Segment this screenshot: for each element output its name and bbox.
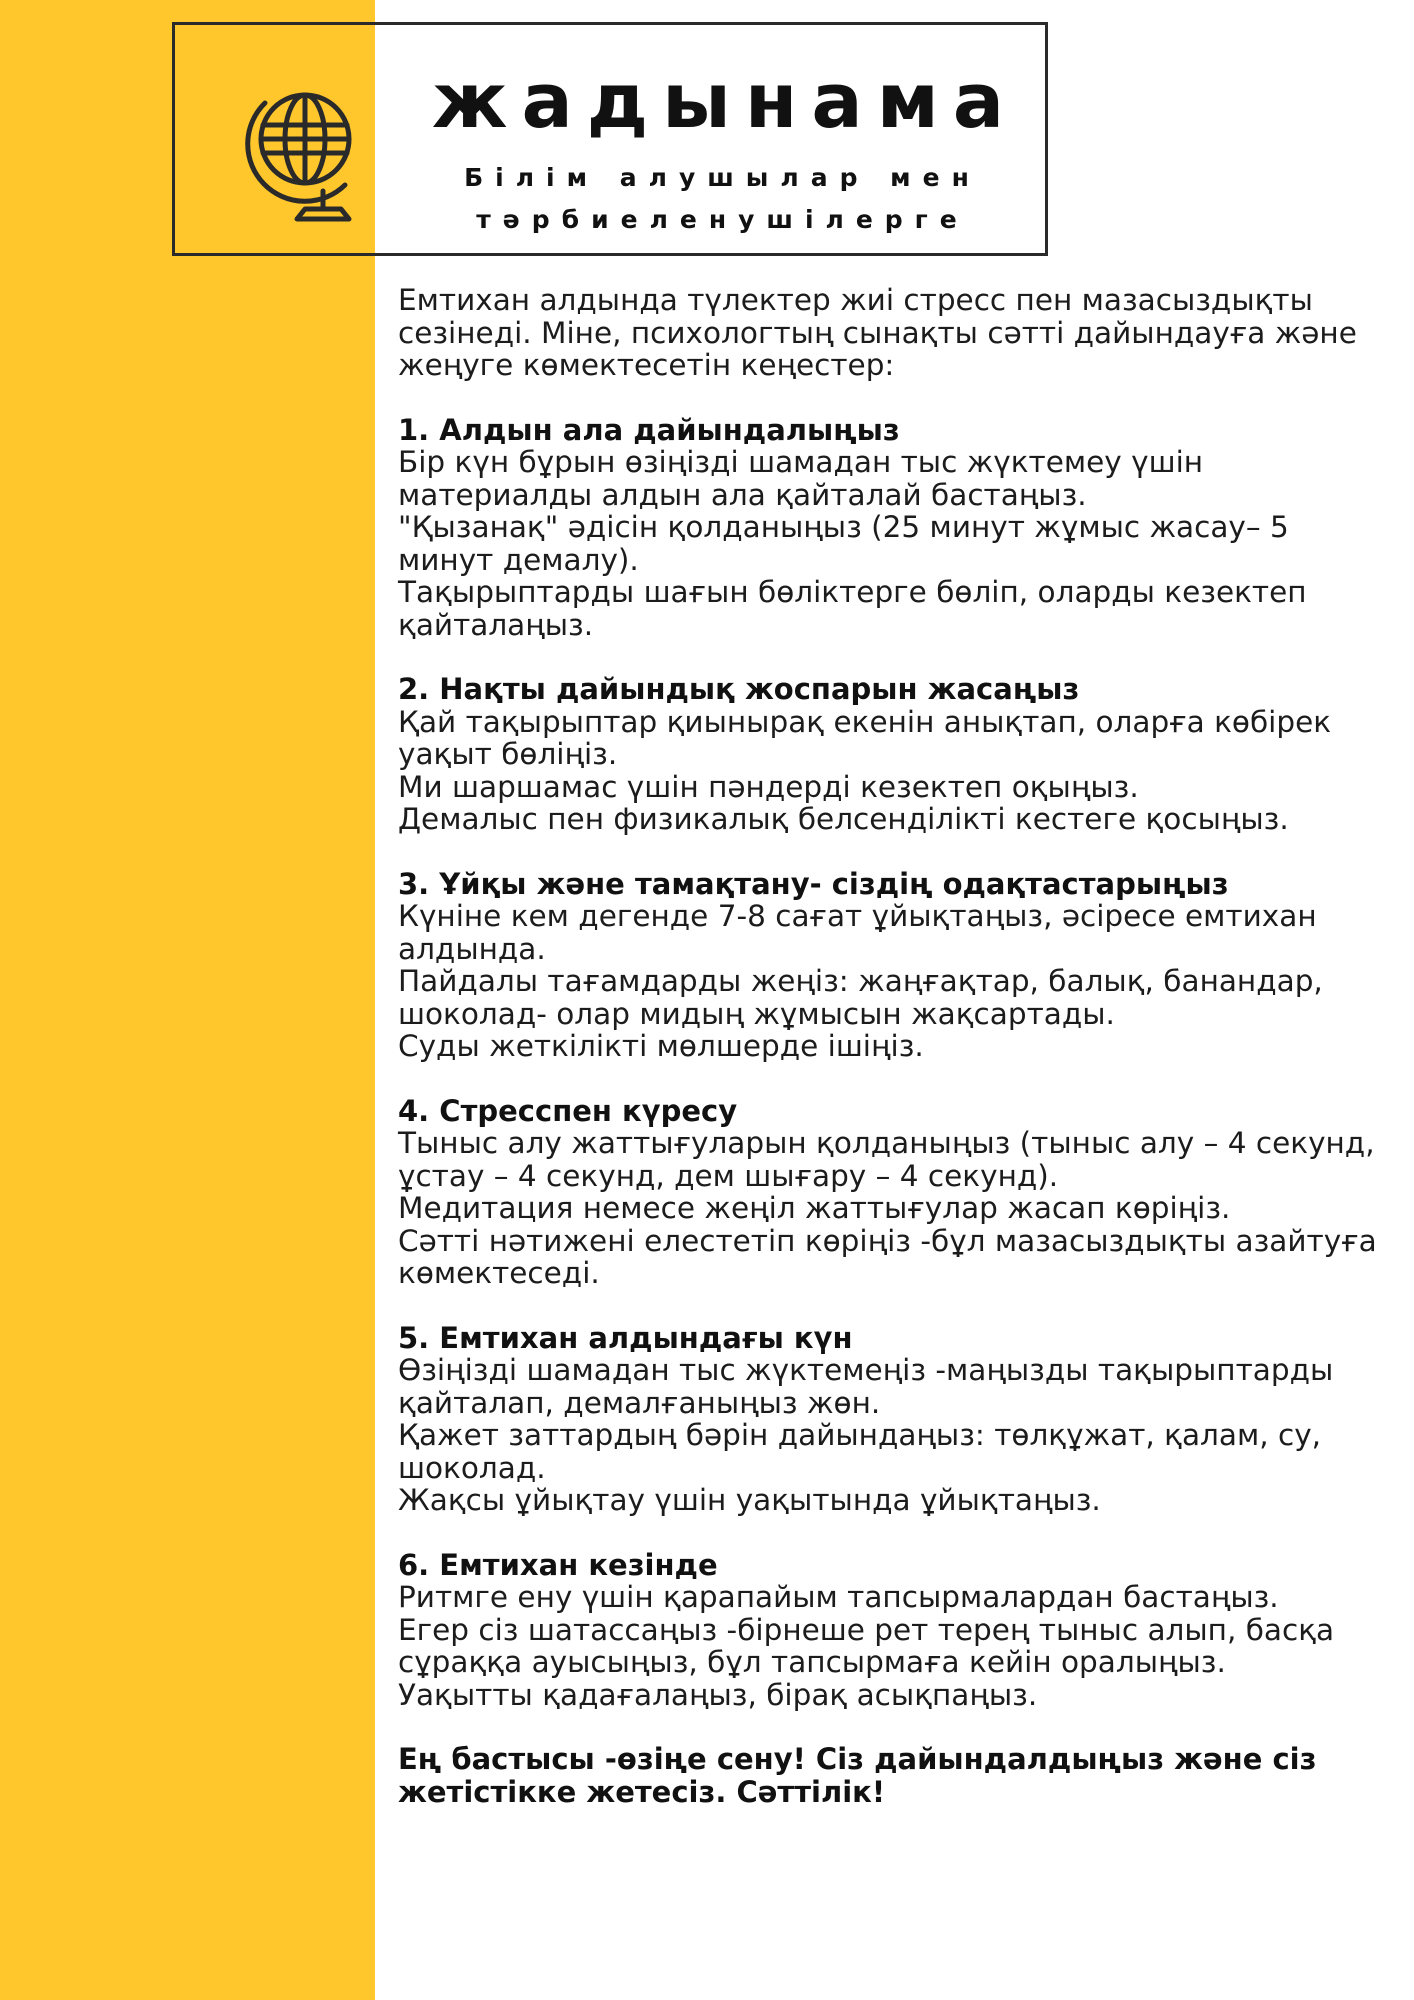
section-line: Күніне кем дегенде 7-8 сағат ұйықтаңыз, әсіресе емтихан алдында. [398,899,1317,966]
section-5 [398,1322,1378,1517]
section-4 [398,1095,1378,1290]
intro-paragraph: Емтихан алдында түлектер жиі стресс пен мазасыздықты сезінеді. Міне, психологтың сынақты сәтті дайындауға және жеңуге көмектесетін кеңестер: [398,283,1357,382]
section-1 [398,414,1378,642]
globe-icon [235,73,375,233]
section-heading: 3. Ұйқы және тамақтану- сіздің одақтастарыңыз [398,866,1229,901]
subtitle [420,157,1025,241]
section-line: Қажет заттардың бәрін дайындаңыз: төлқұжат, қалам, су, шоколад. [398,1418,1322,1485]
section-line: Егер сіз шатассаңыз -бірнеше рет терең тыныс алып, басқа сұраққа ауысыңыз, бұл тапсырмаға кейін оралыңыз. [398,1612,1335,1679]
yellow-side-stripe [0,0,375,2000]
section-line: Демалыс пен физикалық белсенділікті кестеге қосыңыз. [398,802,1289,836]
section-heading: 2. Нақты дайындық жоспарын жасаңыз [398,672,1080,706]
section-line: Өзіңізді шамадан тыс жүктемеңіз -маңызды тақырыптарды қайталап, демалғаныңыз жөн. [398,1353,1334,1420]
section-6 [398,1549,1378,1712]
section-heading: 1. Алдын ала дайындалыңыз [398,412,900,447]
section-line: Медитация немесе жеңіл жаттығулар жасап көріңіз. [398,1191,1231,1225]
section-line: Тыныс алу жаттығуларын қолданыңыз (тыныс алу – 4 секунд, ұстау – 4 секунд, дем шығару – 4 секунд). [398,1126,1375,1193]
closing-message: Ең бастысы -өзіңе сену! Сіз дайындалдыңыз және сіз жетістікке жетесіз. Сәттілік! [398,1742,1317,1809]
section-3 [398,868,1378,1063]
section-line: Сәтті нәтижені елестетіп көріңіз -бұл мазасыздықты азайтуға көмектеседі. [398,1223,1377,1290]
section-heading: 6. Емтихан кезінде [398,1547,718,1582]
subtitle-line-2: тәрбиеленушілерге [476,205,969,234]
subtitle-line-1: Білім алушылар мен [464,163,981,192]
section-2 [398,673,1378,836]
section-line: Қай тақырыптар қиынырақ екенін анықтап, оларға көбірек уақыт бөліңіз. [398,704,1332,771]
memo-content [398,284,1378,1808]
section-line: "Қызанақ" әдісін қолданыңыз (25 минут жұмыс жасау– 5 минут демалу). [398,510,1289,577]
section-line: Суды жеткілікті мөлшерде ішіңіз. [398,1029,924,1063]
page-title: жадынама [431,56,1019,145]
header-box [172,22,1048,256]
section-line: Жақсы ұйықтау үшін уақытында ұйықтаңыз. [398,1483,1101,1517]
section-heading: 4. Стресспен күресу [398,1093,738,1128]
section-line: Ми шаршамас үшін пәндерді кезектеп оқыңыз. [398,769,1139,804]
section-heading: 5. Емтихан алдындағы күн [398,1320,853,1355]
section-line: Тақырыптарды шағын бөліктерге бөліп, оларды кезектеп қайталаңыз. [398,575,1307,642]
section-line: Уақытты қадағалаңыз, бірақ асықпаңыз. [398,1677,1038,1712]
section-line: Бір күн бұрын өзіңізді шамадан тыс жүктемеу үшін материалды алдын ала қайталай бастаңыз. [398,445,1204,512]
section-line: Ритмге ену үшін қарапайым тапсырмалардан бастаңыз. [398,1580,1279,1614]
section-line: Пайдалы тағамдарды жеңіз: жаңғақтар, балық, банандар, шоколад- олар мидың жұмысын жақсартады. [398,964,1323,1031]
